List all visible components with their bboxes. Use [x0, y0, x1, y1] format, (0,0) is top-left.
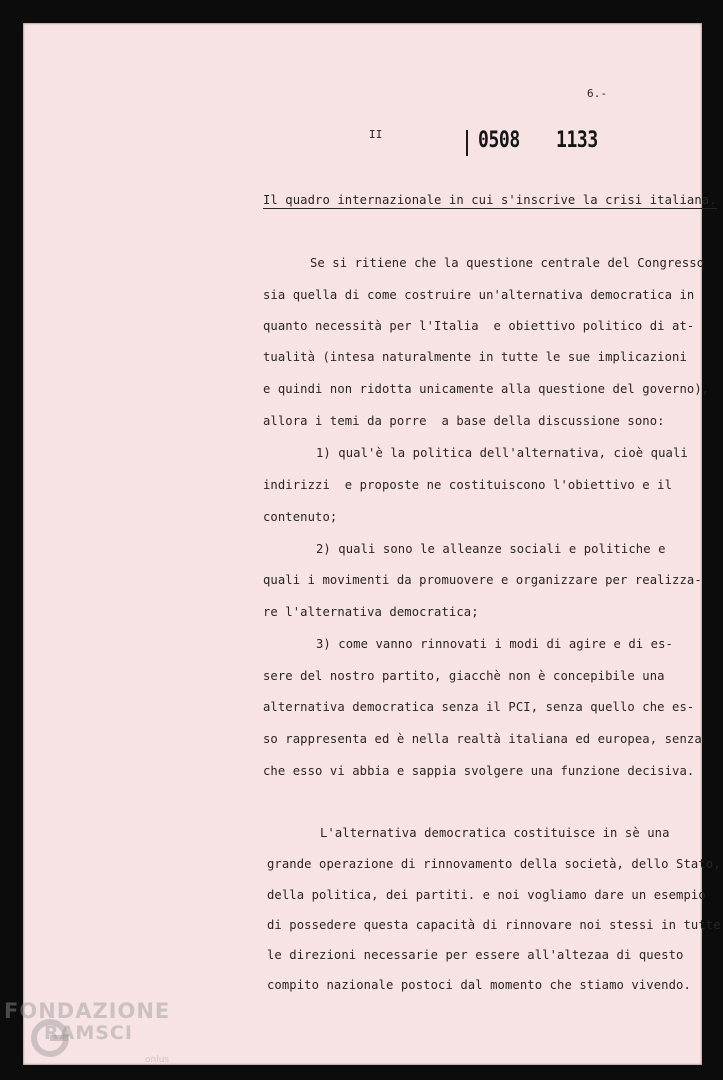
- stamp-divider: [466, 130, 468, 156]
- body-line: e quindi non ridotta unicamente alla questione del governo),: [263, 382, 710, 396]
- list-item-2: 2) quali sono le alleanze sociali e politiche e: [316, 542, 666, 556]
- body-line: sere del nostro partito, giacchè non è concepibile una: [263, 669, 665, 683]
- watermark-line-2: RAMSCI: [44, 1022, 133, 1044]
- list-item-1: 1) qual'è la politica dell'alternativa, cioè quali: [316, 446, 688, 460]
- body-line: so rappresenta ed è nella realtà italiana ed europea, senza: [263, 732, 702, 746]
- body-line: L'alternativa democratica costituisce in sè una: [320, 826, 670, 840]
- body-line: re l'alternativa democratica;: [263, 605, 479, 619]
- body-line: Se si ritiene che la questione centrale del Congresso: [310, 256, 705, 270]
- chapter-number: II: [369, 128, 383, 141]
- body-line: le direzioni necessarie per essere all'altezaa di questo: [267, 948, 684, 962]
- archive-stamp-left: 0508: [478, 128, 520, 153]
- body-line: di possedere questa capacità di rinnovare noi stessi in tutte: [267, 918, 721, 932]
- body-line: indirizzi e proposte ne costituiscono l'obiettivo e il: [263, 478, 673, 492]
- body-line: alternativa democratica senza il PCI, senza quello che es-: [263, 700, 695, 714]
- body-line: contenuto;: [263, 510, 338, 524]
- page-number: 6.-: [587, 87, 608, 100]
- list-item-3: 3) come vanno rinnovati i modi di agire e di es-: [316, 637, 673, 651]
- body-line: compito nazionale postoci dal momento che stiamo vivendo.: [267, 978, 691, 992]
- body-line: sia quella di come costruire un'alternativa democratica in: [263, 288, 695, 302]
- body-line: quanto necessità per l'Italia e obiettivo politico di at-: [263, 319, 695, 333]
- watermark-line-1: FONDAZIONE: [4, 999, 171, 1023]
- section-heading: Il quadro internazionale in cui s'inscrive la crisi italiana.: [263, 193, 717, 207]
- body-line: allora i temi da porre a base della discussione sono:: [263, 414, 665, 428]
- body-line: tualità (intesa naturalmente in tutte le sue implicazioni: [263, 350, 687, 364]
- watermark-line-3: onlus: [145, 1055, 170, 1065]
- body-line: quali i movimenti da promuovere e organizzare per realizza-: [263, 573, 702, 587]
- body-line: grande operazione di rinnovamento della società, dello Stato,: [267, 857, 721, 871]
- archive-stamp-right: 1133: [556, 128, 598, 153]
- body-line: della politica, dei partiti. e noi vogliamo dare un esempio: [267, 888, 706, 902]
- body-line: che esso vi abbia e sappia svolgere una funzione decisiva.: [263, 764, 695, 778]
